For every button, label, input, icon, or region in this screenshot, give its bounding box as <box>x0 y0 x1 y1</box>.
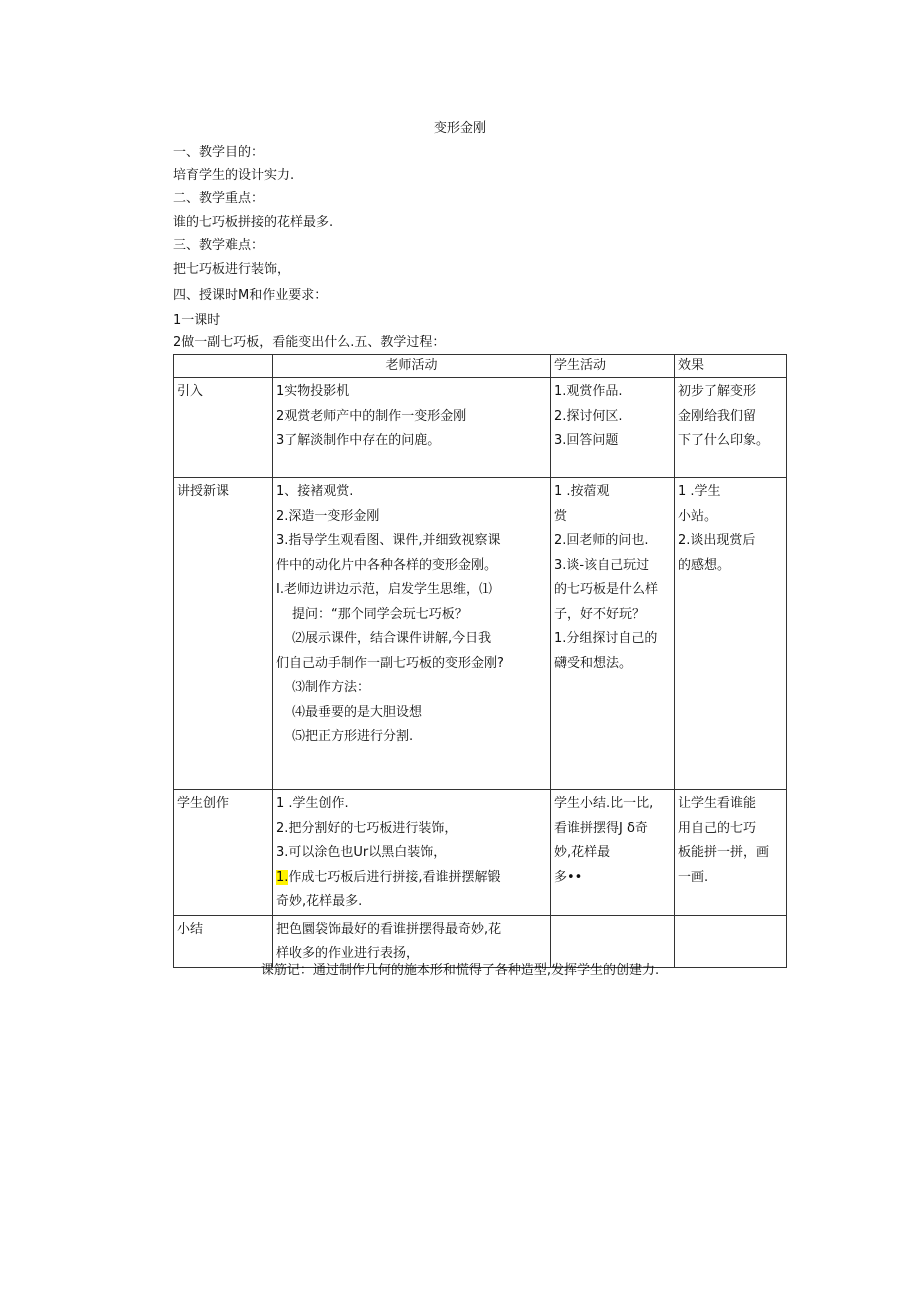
schedule-text-2: 2做一副七巧板，看能变出什么.五、教学过程： <box>173 335 446 350</box>
stage-cell: 小结 <box>174 915 273 967</box>
student-cell <box>551 915 675 967</box>
objective-text: 培育学生的设计实力. <box>173 168 295 183</box>
lesson-footer-note: 课筋记：通过制作几何的施本形和慌得了各种造型,发挥学生的创建力. <box>260 963 660 978</box>
section-heading-objective: 一、教学目的： <box>173 145 265 160</box>
header-stage <box>174 355 273 378</box>
effect-cell: 1 .学生 小站。 2.谈出现赏后 的感想。 <box>675 478 787 790</box>
highlighted-number: 1. <box>276 869 289 885</box>
table-row <box>174 790 787 916</box>
table-row <box>174 915 787 967</box>
table-row <box>174 478 787 790</box>
difficulty-text: 把七巧板进行装饰， <box>173 262 291 277</box>
stage-cell: 讲授新课 <box>174 478 273 790</box>
document-title: 变形金刚 <box>433 121 486 136</box>
header-teacher-activity: 老师活动 <box>273 355 551 378</box>
schedule-text-1: 1一课时 <box>173 313 221 328</box>
student-cell: 1 .按蓿观 赏 2.回老师的问也. 3.谈-该自己玩过 的七巧板是什么样 子，好不好玩？ 1.分组探讨自己的 礴受和想法。 <box>551 478 675 790</box>
student-cell: 学生小结.比一比, 看谁拼摆得J δ奇 妙,花样最 多•• <box>551 790 675 916</box>
lesson-process-table <box>173 354 787 968</box>
section-heading-schedule: 四、授课时M和作业要求： <box>173 288 328 303</box>
section-heading-key-point: 二、教学重点： <box>173 191 265 206</box>
teacher-cell: 1实物投影机 2观赏老师产中的制作一变形金刚 3了解淡制作中存在的问鹿。 <box>273 378 551 478</box>
section-heading-difficulty: 三、教学难点： <box>173 238 265 253</box>
stage-cell: 引入 <box>174 378 273 478</box>
key-point-text: 谁的七巧板拼接的花样最多. <box>173 215 334 230</box>
teacher-cell: 1、接褚观赏. 2.深造一变形金刚 3.指导学生观看图、课件,并细致视察课 件中的动化片中各种各样的变形金刚。 I.老师边讲边示范，启发学生思维，⑴ 提问：“那个同学会玩七巧板？ ⑵展示课件，结合课件讲解,今日我 们自己动手制作一副七巧板的变形金刚? ⑶制作方法： ⑷最垂要的是大胆设想 ⑸把正方形进行分割. <box>273 478 551 790</box>
effect-cell <box>675 915 787 967</box>
effect-cell: 初步了解变形 金刚给我们留 下了什么印象。 <box>675 378 787 478</box>
table-row <box>174 378 787 478</box>
teacher-cell: 把色圜袋饰最好的看谁拼摆得最奇妙,花 样收多的作业进行表扬， <box>273 915 551 967</box>
student-cell: 1.观赏作品. 2.探讨何区. 3.回答问题 <box>551 378 675 478</box>
header-effect: 效果 <box>675 355 787 378</box>
teacher-cell: 1 .学生创作. 2.把分割好的七巧板进行装饰， 3.可以涂色也Ur以黑白装饰， 1.作成七巧板后进行拼接,看谁拼摆解锻 奇妙,花样最多. <box>273 790 551 916</box>
header-student-activity: 学生活动 <box>551 355 675 378</box>
table-header-row <box>174 355 787 378</box>
effect-cell: 让学生看谁能 用自己的七巧 板能拼一拼，画 一画. <box>675 790 787 916</box>
stage-cell: 学生创作 <box>174 790 273 916</box>
